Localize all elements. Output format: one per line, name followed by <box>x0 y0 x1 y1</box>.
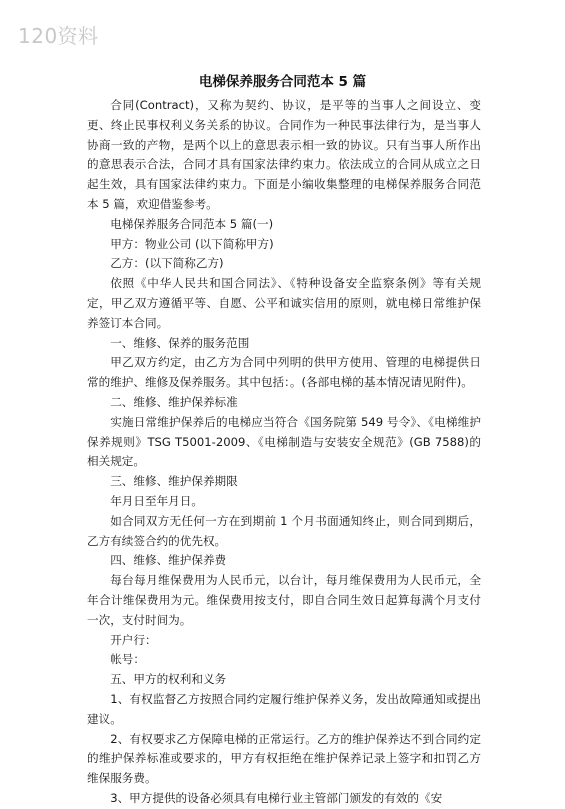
account-field: 帐号： <box>110 652 145 667</box>
party-b: 乙方：(以下简称乙方) <box>110 256 224 271</box>
clause-heading: 五、甲方的权利和义务 <box>110 672 227 687</box>
document-body <box>87 96 481 809</box>
clause-heading: 一、维修、保养的服务范围 <box>110 335 250 350</box>
party-a: 甲方：物业公司 (以下简称甲方) <box>110 236 274 251</box>
paragraph: 实施日常维护保养后的电梯应当符合《国务院第 549 号令》、《电梯维护保养规则》TSG T5001-2009、《电梯制造与安装安全规范》(GB 7588)的相关规定。 <box>87 414 481 469</box>
paragraph: 年月日至年月日。 <box>110 493 203 508</box>
intro-paragraph: 合同(Contract)，又称为契约、协议，是平等的当事人之间设立、变更、终止民事权利义务关系的协议。合同作为一种民事法律行为，是当事人协商一致的产物，是两个以上的意思表示相一致的协议。只有当事人所作出的意思表示合法，合同才具有国家法律约束力。依法成立的合同从成立之日起生效，具有国家法律约束力。下面是小编收集整理的电梯保养服务合同范本 5 篇，欢迎借鉴参考。 <box>87 98 481 211</box>
paragraph: 甲乙双方约定，由乙方为合同中列明的供甲方使用、管理的电梯提供日常的维护、维修及保养服务。其中包括：。(各部电梯的基本情况请见附件)。 <box>87 355 481 390</box>
clause-heading: 三、维修、维护保养期限 <box>110 474 238 489</box>
list-item: 2、有权要求乙方保障电梯的正常运行。乙方的维护保养达不到合同约定的维护保养标准或要求的，甲方有权拒绝在维护保养记录上签字和扣罚乙方维保服务费。 <box>87 731 481 786</box>
paragraph: 如合同双方无任何一方在到期前 1 个月书面通知终止，则合同到期后，乙方有续签合约的优先权。 <box>87 513 481 548</box>
clause-heading: 二、维修、维护保养标准 <box>110 394 238 409</box>
paragraph: 每台每月维保费用为人民币元，以台计，每月维保费用为人民币元，全年合计维保费用为元。维保费用按支付，即自合同生效日起算每满个月支付一次，支付时间为。 <box>87 573 481 627</box>
list-item: 3、甲方提供的设备必须具有电梯行业主管部门颁发的有效的《安 <box>110 790 443 805</box>
document-title: 电梯保养服务合同范本 5 篇 <box>198 74 367 90</box>
clause-heading: 四、维修、维护保养费 <box>110 553 227 568</box>
section-heading: 电梯保养服务合同范本 5 篇(一) <box>110 216 274 231</box>
bank-field: 开户行： <box>110 632 157 647</box>
watermark: 120资料 <box>18 24 99 48</box>
list-item: 1、有权监督乙方按照合同约定履行维护保养义务，发出故障通知或提出建议。 <box>87 691 481 726</box>
paragraph: 依照《中华人民共和国合同法》、《特种设备安全监察条例》等有关规定，甲乙双方遵循平等、自愿、公平和诚实信用的原则，就电梯日常维护保养签订本合同。 <box>87 276 481 330</box>
